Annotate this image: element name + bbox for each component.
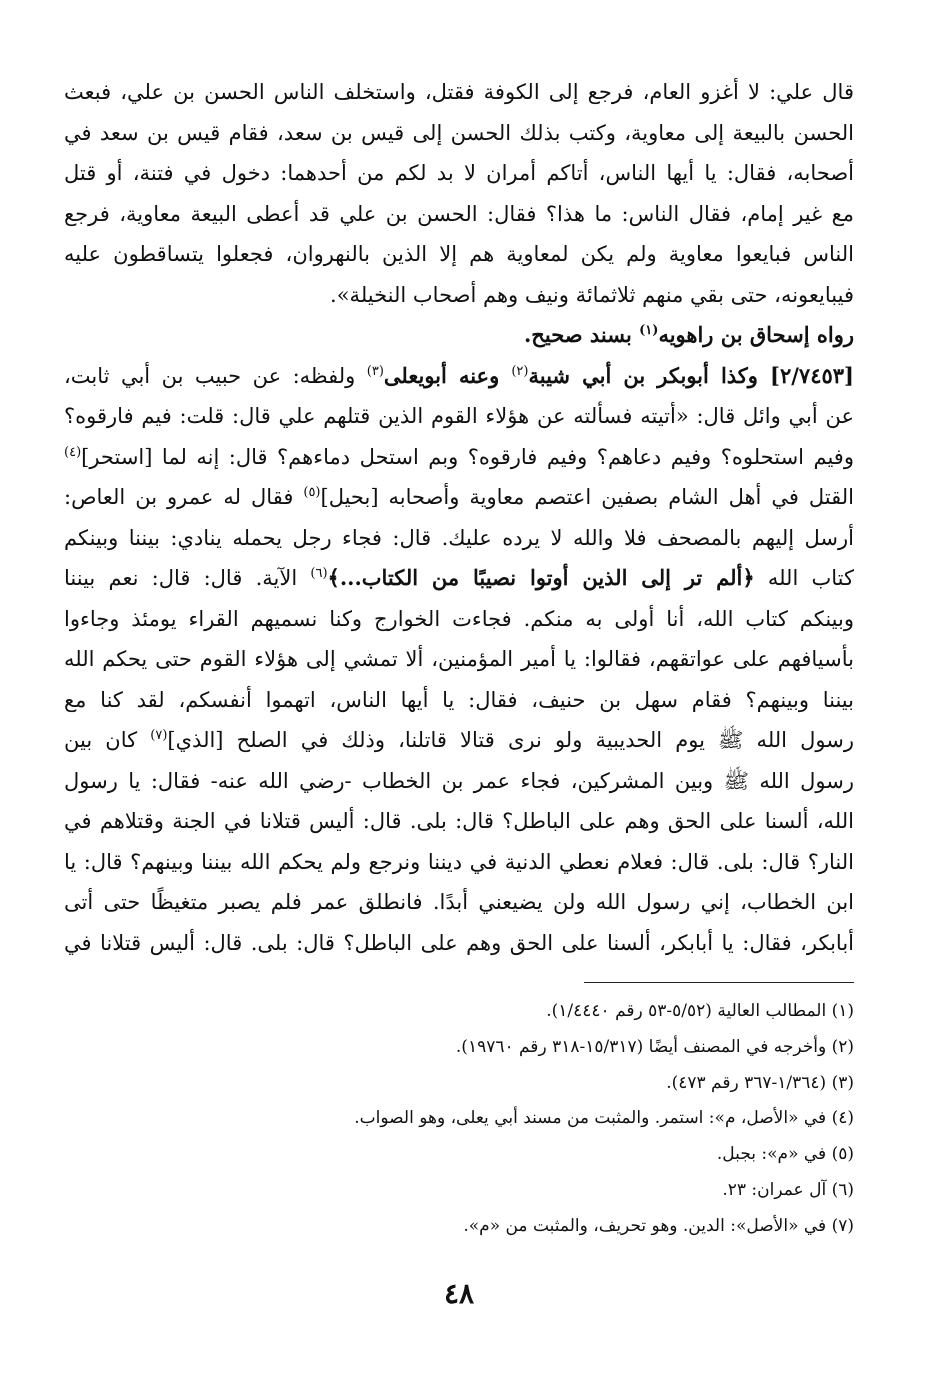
footnote-item: (٥) في «م»: بجبل. — [716, 1144, 854, 1165]
footnote-item: (٤) في «الأصل، م»: استمر. والمثبت من مسند أبي يعلى، وهو الصواب. — [354, 1108, 854, 1129]
text-segment: أبابكر، فقال: يا أبابكر، ألسنا على الحق وهم على الباطل؟ قال: بلى. قال: أليس قتلانا في — [64, 930, 854, 955]
text-line — [64, 680, 854, 721]
text-line: فيبايعونه، حتى بقي منهم ثلاثمائة ونيف وهم أصحاب النخيلة». — [330, 282, 854, 307]
opening-paragraph — [64, 72, 854, 315]
text-line — [64, 923, 854, 964]
text-segment: بيننا وبينهم؟ فقام سهل بن حنيف، فقال: يا أيها الناس، اتهموا أنفسكم، لقد كنا مع — [64, 687, 854, 712]
footnote-item: (٦) آل عمران: ٢٣. — [722, 1179, 854, 1200]
footnote-separator — [584, 982, 854, 983]
main-text — [64, 72, 854, 963]
text-segment: كان بين — [64, 728, 151, 752]
riwaya-grade: بسند صحيح. — [523, 322, 640, 347]
footnotes — [64, 994, 854, 1245]
text-line: قال علي: لا أغزو العام، فرجع إلى الكوفة فقتل، واستخلف الناس الحسن بن علي، فبعث — [64, 80, 854, 104]
text-line — [64, 396, 854, 437]
footnote-ref: (٦) — [310, 566, 328, 581]
riwaya-line — [64, 315, 854, 356]
text-segment: النار؟ قال: بلى. قال: فعلام نعطي الدنية في ديننا ونرجع ولم يحكم الله بيننا وبينهم؟ قال: يا — [64, 849, 854, 874]
footnote-item: (٧) في «الأصل»: الدين. وهو تحريف، والمثبت من «م». — [463, 1215, 854, 1236]
text-line — [64, 437, 854, 478]
text-line: الحسن بالبيعة إلى معاوية، وكتب بذلك الحسن إلى قيس بن سعد، فقام قيس بن سعد في — [64, 120, 854, 145]
footnote-item: (١) المطالب العالية (٥/٥٢-٥٣ رقم ١/٤٤٤٠). — [546, 1001, 854, 1021]
book-page — [64, 72, 854, 1362]
footnote-ref: (٢) — [511, 363, 529, 379]
text-segment: فقال له عمرو بن العاص: — [64, 485, 304, 509]
footnote-ref: (٧) — [150, 728, 168, 743]
riwaya-text: رواه إسحاق بن راهويه — [658, 322, 854, 347]
text-line — [64, 842, 854, 883]
text-line — [64, 599, 854, 640]
bold-text: وعنه أبويعلى — [383, 362, 512, 388]
text-segment: بأسيافهم على عواتقهم، فقالوا: يا أمير المؤمنين، ألا تمشي إلى هؤلاء القوم حتى يحكم الله — [64, 647, 854, 671]
page-number: ٤٨ — [443, 1277, 475, 1310]
text-segment: ولفظه: عن حبيب بن أبي ثابت، — [64, 363, 367, 388]
text-segment: الله، ألسنا على الحق وهم على الباطل؟ قال: بلى. قال: أليس قتلانا في الجنة وقتلاهم في — [64, 809, 854, 833]
text-line: الناس فبايعوا معاوية ولم يكن لمعاوية هم إلا الذين بالنهروان، فجعلوا يتساقطون عليه — [64, 242, 854, 266]
text-line — [64, 761, 854, 802]
text-line: أصحابه، فقال: يا أيها الناس، أتاكم أمران لا بد لكم من أحدهما: دخول في فتنة، أو قتل — [64, 161, 854, 185]
text-line — [64, 477, 854, 518]
text-line — [64, 882, 854, 923]
text-line — [64, 518, 854, 559]
hadith-paragraph — [64, 356, 854, 964]
footnote-ref: (٥) — [303, 485, 321, 500]
text-segment: الآية. قال: قال: نعم بيننا — [64, 566, 311, 590]
text-line — [64, 356, 854, 397]
footnote-item: (٢) وأخرجه في المصنف أيضًا (١٥/٣١٧-٣١٨ رقم ١٩٧٦٠). — [455, 1036, 854, 1057]
text-segment: وبينكم كتاب الله، أنا أولى به منكم. فجاءت الخوارج وكنا نسميهم القراء يومئذ وجاءوا — [64, 606, 854, 631]
text-segment: القتل في أهل الشام بصفين اعتصم معاوية وأصحابه [بحيل] — [320, 485, 854, 509]
footnote-ref: (٣) — [366, 363, 384, 379]
text-line: مع غير إمام، فقال الناس: ما هذا؟ فقال: الحسن بن علي قد أعطى البيعة معاوية، فرجع — [64, 201, 854, 226]
text-segment: أرسل إليهم بالمصحف فلا والله لا يرده عليك. قال: فجاء رجل يحمله ينادي: بيننا وبينكم — [64, 525, 854, 550]
text-segment: كتاب الله — [754, 566, 854, 590]
text-segment: رسول الله ﷺ وبين المشركين، فجاء عمر بن الخطاب -رضي الله عنه- فقال: يا رسول — [64, 768, 854, 793]
footnote-ref: (٤) — [64, 444, 82, 460]
text-line — [64, 639, 854, 680]
text-line — [64, 801, 854, 842]
footnote-item: (٣) (١/٣٦٤-٣٦٧ رقم ٤٧٣). — [666, 1072, 854, 1093]
text-line — [64, 720, 854, 761]
text-line — [64, 558, 854, 599]
text-segment: ابن الخطاب، إني رسول الله ولن يضيعني أبدًا. فانطلق عمر فلم يصبر متغيظًا حتى أتى — [64, 890, 854, 914]
bold-text: ﴿ألم تر إلى الذين أوتوا نصيبًا من الكتاب...﴾ — [327, 565, 755, 590]
text-segment: وفيم استحلوه؟ وفيم دعاهم؟ وفيم فارقوه؟ وبم استحل دماءهم؟ قال: إنه لما [استحر] — [81, 444, 854, 469]
text-segment: رسول الله ﷺ يوم الحديبية ولو نرى قتالا قاتلنا، وذلك في الصلح [الذي] — [167, 728, 854, 752]
bold-text: [٢/٧٤٥٣] وكذا أبوبكر بن أبي شيبة — [528, 362, 854, 388]
footnote-ref: (١) — [639, 323, 659, 338]
text-segment: عن أبي وائل قال: «أتيته فسألته عن هؤلاء القوم الذين قتلهم علي قال: قلت: فيم فارقوه؟ — [64, 404, 854, 428]
